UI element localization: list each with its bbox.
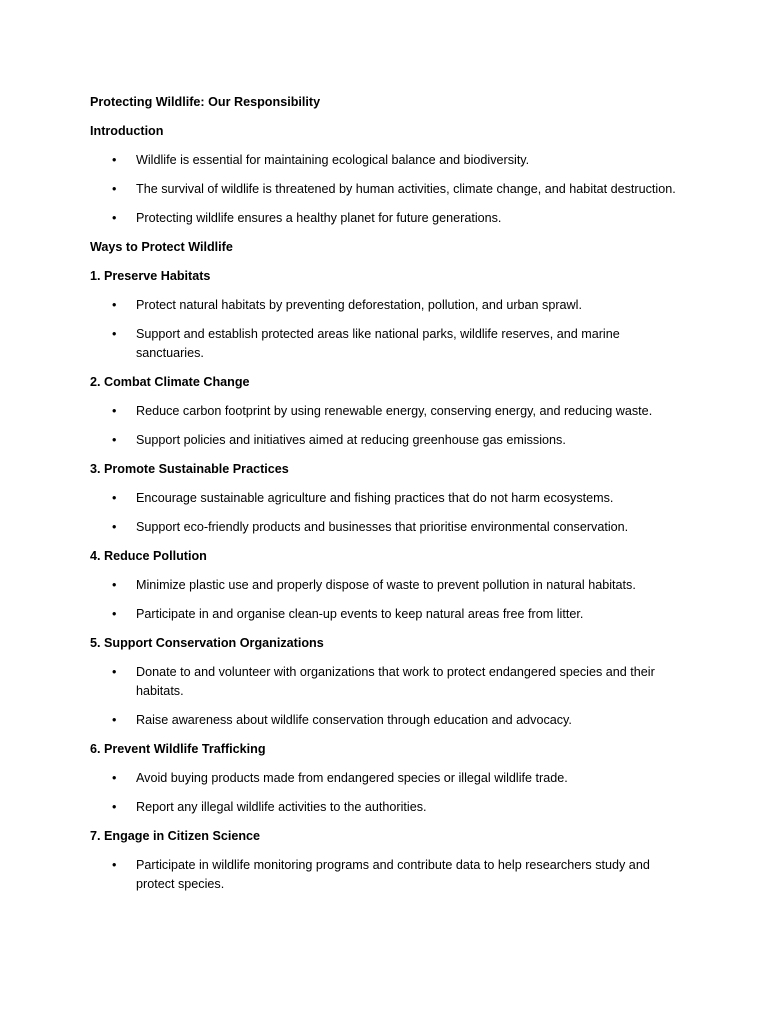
section-heading: 1. Preserve Habitats xyxy=(90,269,211,283)
list-item-text: Participate in and organise clean-up events to keep natural areas free from litter. xyxy=(136,607,584,621)
list-item-text: Support eco-friendly products and businesses that prioritise environmental conservation. xyxy=(136,520,629,534)
section-heading: 4. Reduce Pollution xyxy=(90,549,207,563)
bullet-list xyxy=(90,663,678,730)
list-item xyxy=(90,711,678,730)
list-item xyxy=(90,576,678,595)
list-item xyxy=(90,296,678,315)
list-item-text: Report any illegal wildlife activities to the authorities. xyxy=(136,800,427,814)
document-title: Protecting Wildlife: Our Responsibility xyxy=(90,95,321,109)
section-heading: 7. Engage in Citizen Science xyxy=(90,829,261,843)
section-heading: 6. Prevent Wildlife Trafficking xyxy=(90,742,266,756)
bullet-list xyxy=(90,489,678,537)
list-item-text: Encourage sustainable agriculture and fishing practices that do not harm ecosystems. xyxy=(136,491,614,505)
list-item-text: Support policies and initiatives aimed at reducing greenhouse gas emissions. xyxy=(136,433,566,447)
list-item xyxy=(90,769,678,788)
list-item-text: Donate to and volunteer with organizations that work to protect endangered species and their habitats. xyxy=(136,665,655,698)
list-item xyxy=(90,180,678,199)
bullet-dot-icon: • xyxy=(112,433,117,447)
section-heading: Introduction xyxy=(90,124,164,138)
section-heading: 2. Combat Climate Change xyxy=(90,375,250,389)
bullet-dot-icon: • xyxy=(112,153,117,167)
list-item-text: Participate in wildlife monitoring programs and contribute data to help researchers study and protect species. xyxy=(136,858,650,891)
list-item-text: The survival of wildlife is threatened by human activities, climate change, and habitat destruction. xyxy=(136,182,676,196)
list-item xyxy=(90,402,678,421)
bullet-dot-icon: • xyxy=(112,211,117,225)
bullet-dot-icon: • xyxy=(112,327,117,341)
list-item xyxy=(90,798,678,817)
bullet-dot-icon: • xyxy=(112,491,117,505)
bullet-dot-icon: • xyxy=(112,404,117,418)
bullet-dot-icon: • xyxy=(112,858,117,872)
list-item-text: Support and establish protected areas like national parks, wildlife reserves, and marine sanctuaries. xyxy=(136,327,620,360)
bullet-dot-icon: • xyxy=(112,771,117,785)
bullet-dot-icon: • xyxy=(112,607,117,621)
list-item-text: Reduce carbon footprint by using renewable energy, conserving energy, and reducing waste. xyxy=(136,404,653,418)
bullet-list xyxy=(90,769,678,817)
list-item-text: Protecting wildlife ensures a healthy planet for future generations. xyxy=(136,211,502,225)
bullet-list xyxy=(90,151,678,228)
bullet-list xyxy=(90,576,678,624)
list-item-text: Avoid buying products made from endangered species or illegal wildlife trade. xyxy=(136,771,568,785)
bullet-dot-icon: • xyxy=(112,578,117,592)
section-heading: 3. Promote Sustainable Practices xyxy=(90,462,289,476)
bullet-dot-icon: • xyxy=(112,298,117,312)
list-item xyxy=(90,325,678,363)
list-item-text: Wildlife is essential for maintaining ecological balance and biodiversity. xyxy=(136,153,530,167)
bullet-dot-icon: • xyxy=(112,182,117,196)
list-item xyxy=(90,209,678,228)
list-item-text: Raise awareness about wildlife conservation through education and advocacy. xyxy=(136,713,572,727)
list-item xyxy=(90,431,678,450)
list-item xyxy=(90,518,678,537)
section-heading: 5. Support Conservation Organizations xyxy=(90,636,324,650)
list-item xyxy=(90,605,678,624)
bullet-list xyxy=(90,402,678,450)
bullet-dot-icon: • xyxy=(112,665,117,679)
section-heading: Ways to Protect Wildlife xyxy=(90,240,233,254)
bullet-dot-icon: • xyxy=(112,800,117,814)
list-item-text: Protect natural habitats by preventing deforestation, pollution, and urban sprawl. xyxy=(136,298,582,312)
bullet-list xyxy=(90,856,678,894)
list-item xyxy=(90,856,678,894)
bullet-list xyxy=(90,296,678,363)
bullet-dot-icon: • xyxy=(112,713,117,727)
bullet-dot-icon: • xyxy=(112,520,117,534)
list-item xyxy=(90,489,678,508)
document-body xyxy=(90,122,678,894)
list-item-text: Minimize plastic use and properly dispose of waste to prevent pollution in natural habitats. xyxy=(136,578,636,592)
list-item xyxy=(90,151,678,170)
list-item xyxy=(90,663,678,701)
